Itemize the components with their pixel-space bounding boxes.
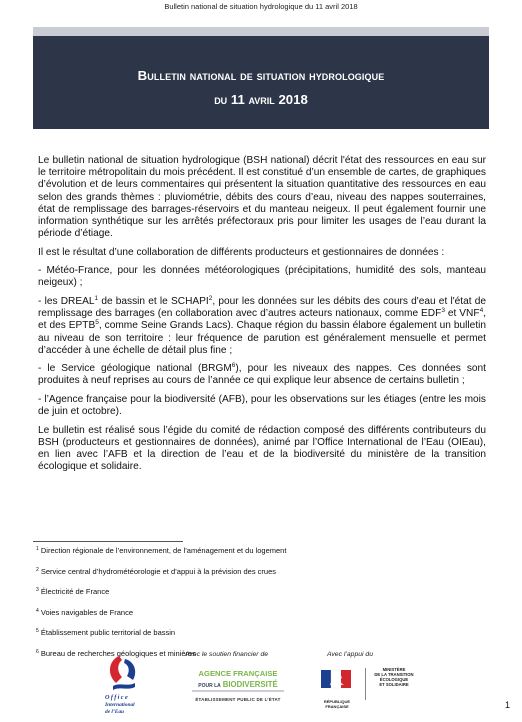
- footnote-number: 6: [36, 648, 39, 655]
- footnote: [36, 587, 286, 608]
- footnote-number: 2: [36, 566, 39, 573]
- oieau-line2: International: [105, 702, 135, 708]
- document-title: Bulletin national de situation hydrologique: [137, 68, 385, 83]
- ministry-divider: [365, 668, 366, 700]
- page-number: 1: [505, 700, 511, 710]
- paragraph-brgm: [38, 363, 486, 387]
- text-segment: ), pour les niveaux des nappes. Ces données sont produites à neuf reprises au cours de l’année ce qui explique leur absence de certains bulletin ;: [38, 363, 486, 387]
- paragraph-meteo-france: - Météo-France, pour les données météorologiques (précipitations, humidité des sols, manteau neigeux) ;: [38, 265, 486, 289]
- financial-support-label: Avec le soutien financier de: [185, 651, 268, 658]
- footnote-number: 4: [36, 607, 39, 614]
- afb-line2-prefix: POUR LA: [198, 683, 221, 689]
- oieau-emblem-red: [110, 656, 122, 683]
- text-segment: , pour les données sur les débits des cours d'eau et l'état de remplissage des barrages (en collaboration avec d’autres acteurs nationaux, comme EDF: [38, 295, 486, 320]
- text-segment: - le Service géologique national (BRGM: [38, 363, 232, 375]
- footnote-text: Service central d’hydrométéorologie et d’appui à la prévision des crues: [40, 566, 277, 576]
- text-segment: , comme Seine Grands Lacs). Chaque région du bassin élabore également un bulletin au niveau de son territoire : leur fréquence de parution est généralement mensuelle et permet d’accéder à une échelle de détail plus fine ;: [38, 320, 487, 356]
- footnote-ref[interactable]: 5: [95, 319, 99, 327]
- ministry-line: ÉCOLOGIQUE: [379, 677, 409, 682]
- support-label: Avec l’appui du: [327, 651, 373, 658]
- text-segment: , et des EPTB: [38, 308, 487, 332]
- oieau-line3: de l’Eau: [105, 709, 125, 715]
- republique-francaise-logo: [313, 668, 361, 698]
- afb-subtitle: ÉTABLISSEMENT PUBLIC DE L’ÉTAT: [195, 697, 281, 702]
- oieau-emblem-wave: [113, 683, 135, 690]
- body-text: [38, 155, 486, 480]
- oieau-emblem-blue: [124, 659, 135, 680]
- footnote-text: Électricité de France: [40, 587, 110, 597]
- footnote-ref[interactable]: 3: [441, 307, 445, 315]
- footnote-text: Établissement public territorial de bassin: [40, 628, 176, 638]
- footnote-ref[interactable]: 6: [231, 362, 236, 370]
- title-band: [33, 27, 489, 129]
- flag-red: [341, 670, 351, 688]
- document-date: du 11 avril 2018: [214, 92, 308, 107]
- paragraph-editorial: Le bulletin est réalisé sous l’égide du comité de rédaction composé des différents contributeurs du BSH (producteurs et gestionnaires de données), animé par l’Office International de l’Eau (OIEau), en lien avec l’AFB et la direction de l’eau et de la biodiversité du ministère de la transition écologique et solidaire.: [38, 424, 486, 473]
- footnote: [36, 608, 286, 629]
- ministry-name: [369, 667, 419, 687]
- footnote: [36, 567, 286, 588]
- text-segment: et VNF: [444, 308, 480, 320]
- paragraph-dreal: [38, 296, 486, 357]
- ministry-line: DE LA TRANSITION: [374, 672, 414, 677]
- flag-blue: [321, 670, 331, 688]
- paragraph-collaboration: Il est le résultat d’une collaboration de différents producteurs et gestionnaires de données :: [38, 246, 445, 258]
- footnote-text: Bureau de recherches géologiques et minières: [40, 648, 196, 658]
- footnote-ref[interactable]: 1: [94, 294, 99, 302]
- footnote-number: 5: [36, 628, 39, 635]
- afb-line1: AGENCE FRANÇAISE: [198, 669, 278, 678]
- footnote-ref[interactable]: 2: [208, 294, 213, 302]
- footnote-number: 1: [36, 546, 39, 552]
- footnote-text: Direction régionale de l’environnement, de l’aménagement et du logement: [40, 546, 287, 555]
- afb-line2: [198, 680, 278, 689]
- footnote-ref[interactable]: 4: [479, 307, 484, 315]
- republique-caption: RÉPUBLIQUE FRANÇAISE: [323, 699, 351, 709]
- footnote-separator: [33, 541, 183, 542]
- oieau-logo: [103, 653, 151, 716]
- footnote-text: Voies navigables de France: [40, 607, 134, 617]
- afb-logo: [188, 666, 288, 694]
- afb-line2-emphasis: BIODIVERSITÉ: [222, 680, 278, 689]
- text-segment: - les DREAL: [38, 295, 95, 307]
- oieau-line1: Office: [105, 694, 130, 701]
- footnote-number: 3: [36, 587, 39, 594]
- text-segment: de bassin et le SCHAPI: [98, 295, 209, 307]
- footnote: [36, 546, 286, 567]
- ministry-line: MINISTÈRE: [382, 667, 406, 672]
- footnote: [36, 628, 286, 649]
- paragraph-afb: - l’Agence française pour la biodiversité (AFB), pour les observations sur les étiages (entre les mois de juin et octobre).: [38, 393, 486, 418]
- ministry-line: ET SOLIDAIRE: [379, 682, 409, 687]
- paragraph-intro: Le bulletin national de situation hydrologique (BSH national) décrit l'état des ressources en eau sur le territoire métropolitain du mois précédent. Il est constitué d’un ensemble de cartes, de graphiques d’évolution et de leurs commentaires qui présentent la situation quantitative des ressources en eau selon des grands thèmes : pluviométrie, débits des cours d’eau, niveau des nappes souterraines, état de remplissage des barrages-réservoirs et du manteau neigeux. Il peut également fournir une information synthétique sur les arrêtés préfectoraux pris pour limiter les usages de l’eau durant la période d’étiage.: [38, 155, 486, 240]
- running-header: Bulletin national de situation hydrologique du 11 avril 2018: [164, 2, 358, 11]
